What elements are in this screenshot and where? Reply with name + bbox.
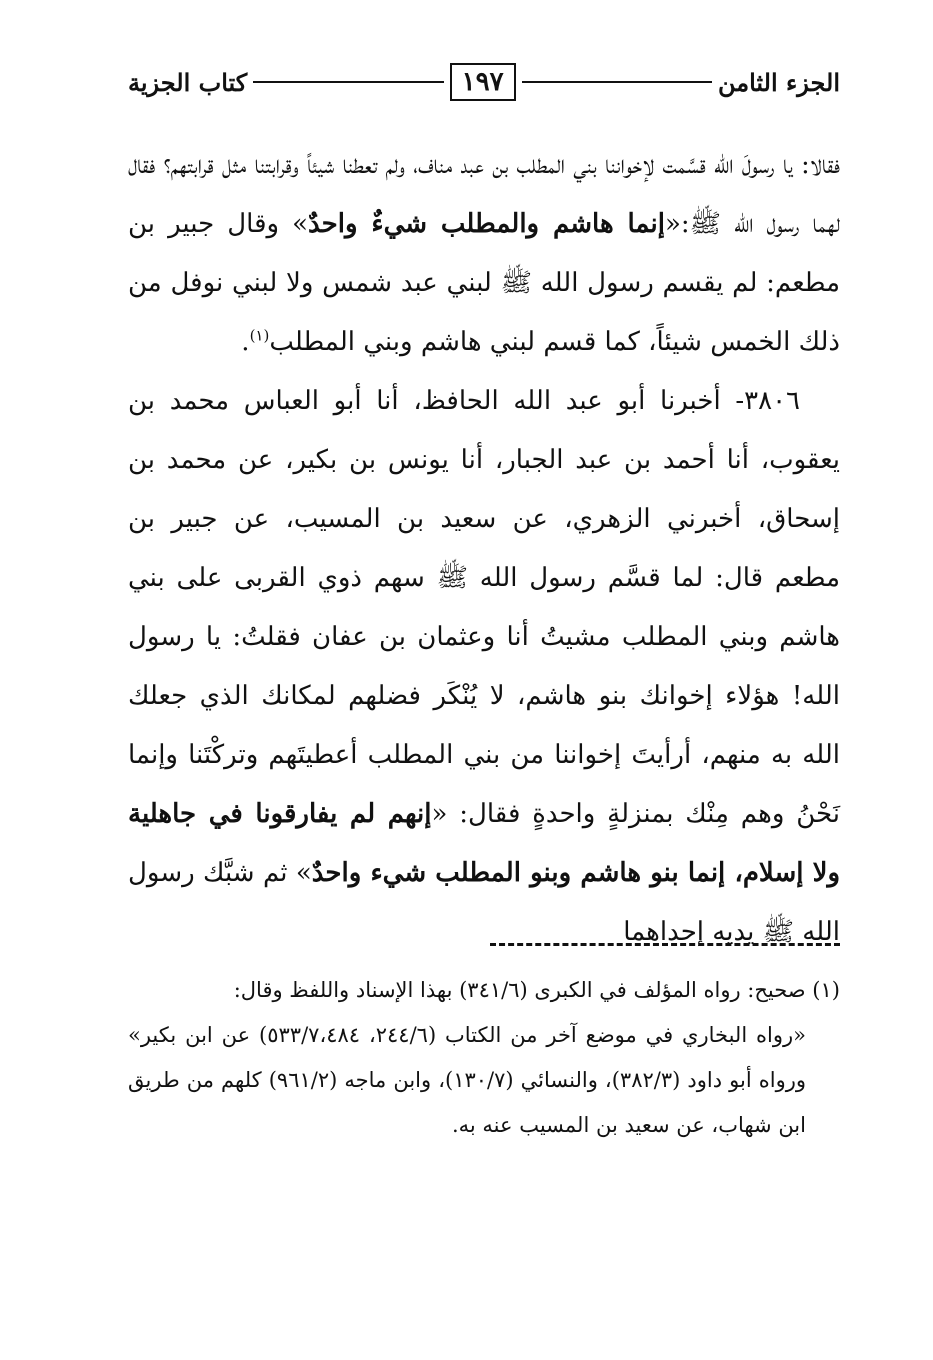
footnote-line-1: (١) صحيح: رواه المؤلف في الكبرى (٣٤١/٦) بهذا الإسناد واللفظ وقال:: [233, 978, 840, 1002]
page-header: [128, 62, 840, 102]
paragraph-1-end: .: [241, 327, 250, 357]
header-rule-right: [522, 81, 712, 83]
paragraph-1: [128, 136, 840, 372]
paragraph-1-text: فقالا: يا رسولَ الله قسَّمت لإخواننا بني المطلب بن عبد مناف، ولم تعطنا شيئاً وقرابتنا مثل قرابتهم؟ فقال لهما رسول الله ﷺ:«: [128, 150, 841, 239]
paragraph-1-text-cont: » وقال جبير بن مطعم: لم يقسم رسول الله ﷺ لبني عبد شمس ولا لبني نوفل من ذلك الخمس شيئاً، كما قسم لبني هاشم وبني المطلب: [128, 209, 840, 357]
book-title: كتاب الجزية: [128, 67, 248, 97]
footnote-marker: (١): [249, 326, 270, 345]
hadith-quote-2: إنهم لم يفارقونا في جاهلية ولا إسلام، إنما بنو هاشم وبنو المطلب شيء واحدٌ: [128, 799, 840, 888]
paragraph-2-text-cont: » ثم شبَّك رسول الله ﷺ يديه إحداهما: [128, 858, 840, 947]
paragraph-2-text: ٣٨٠٦- أخبرنا أبو عبد الله الحافظ، أنا أبو العباس محمد بن يعقوب، أنا أحمد بن عبد الجبار، أنا يونس بن بكير، عن محمد بن إسحاق، أخبرني الزهري، عن سعيد بن المسيب، عن جبير بن مطعم قال: لما قسَّم رسول الله ﷺ سهم ذوي القربى على بني هاشم وبني المطلب مشيتُ أنا وعثمان بن عفان فقلتُ: يا رسول الله! هؤلاء إخوانك بنو هاشم، لا يُنْكَر فضلهم لمكانك الذي جعلك الله به منهم، أرأيتَ إخواننا من بني المطلب أعطيتَهم وتركْتَنا وإنما نَحْنُ وهم مِنْك بمنزلةٍ واحدةٍ فقال: «: [128, 386, 841, 829]
footnote: [128, 968, 840, 1148]
page-number: ١٩٧: [450, 63, 516, 101]
volume-title: الجزء الثامن: [717, 67, 840, 97]
header-rule-left: [253, 81, 443, 83]
hadith-quote-1: إنما هاشم والمطلب شيءٌ واحدٌ: [308, 209, 665, 239]
footnote-continuation: «رواه البخاري في موضع آخر من الكتاب (٢٤٤/٦، ٥٣٣/٧،٤٨٤) عن ابن بكير» ورواه أبو داود (٣٨٢/٣)، والنسائي (١٣٠/٧)، وابن ماجه (٩٦١/٢) كلهم من طريق ابن شهاب، عن سعيد بن المسيب عنه به.: [128, 1023, 807, 1137]
paragraph-2: [128, 372, 840, 962]
footnote-separator: [490, 943, 840, 946]
main-text: [128, 136, 840, 962]
